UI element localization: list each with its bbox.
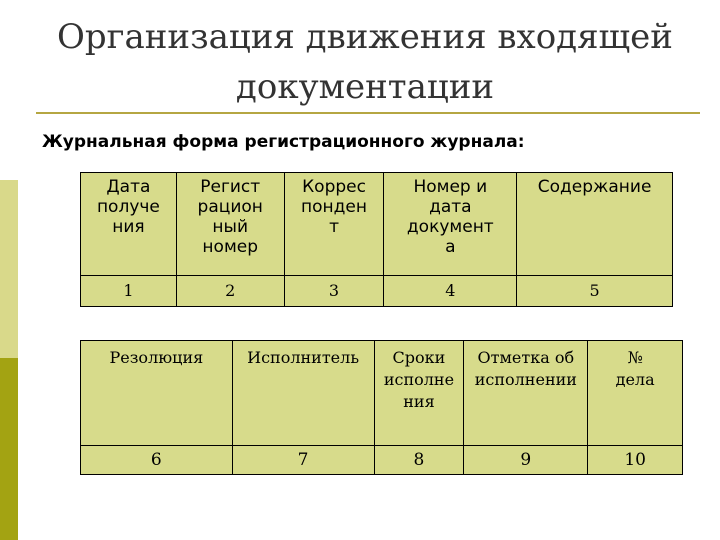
table2-number-cell: 8 <box>374 446 464 475</box>
table2-number-row <box>81 446 683 475</box>
table1-header-cell: Содержание <box>517 173 673 276</box>
table2-number-cell: 6 <box>81 446 233 475</box>
table1-number-cell: 1 <box>81 276 177 307</box>
table1-header-cell: Дата получе ния <box>81 173 177 276</box>
table1-number-row <box>81 276 673 307</box>
registration-table-2 <box>80 340 683 475</box>
table2-number-cell: 7 <box>232 446 374 475</box>
title-divider <box>36 112 700 114</box>
table1-header-cell: Регист рацион ный номер <box>176 173 284 276</box>
subtitle: Журнальная форма регистрационного журнала: <box>42 132 525 152</box>
slide-title-line2: документации <box>235 67 495 107</box>
slide-title-line1: Организация движения входящей <box>57 17 673 57</box>
table2-number-cell: 10 <box>588 446 683 475</box>
table2-number-cell: 9 <box>464 446 588 475</box>
table2-header-cell: Исполнитель <box>232 341 374 446</box>
table1-number-cell: 5 <box>517 276 673 307</box>
table2-header-cell: Отметка об исполнении <box>464 341 588 446</box>
table1-header-cell: Коррес понден т <box>284 173 384 276</box>
left-decor-stripe <box>0 0 18 540</box>
table1-number-cell: 2 <box>176 276 284 307</box>
table2-header-cell: № дела <box>588 341 683 446</box>
stripe-segment-top <box>0 0 18 180</box>
stripe-segment-middle <box>0 180 18 358</box>
table1-header-cell: Номер и дата документ а <box>384 173 517 276</box>
table2-header-cell: Сроки исполне ния <box>374 341 464 446</box>
table1-header-row <box>81 173 673 276</box>
stripe-segment-bottom <box>0 358 18 540</box>
table1-number-cell: 4 <box>384 276 517 307</box>
table2-header-cell: Резолюция <box>81 341 233 446</box>
registration-table-1 <box>80 172 673 307</box>
slide-title <box>30 12 700 112</box>
table2-header-row <box>81 341 683 446</box>
table1-number-cell: 3 <box>284 276 384 307</box>
